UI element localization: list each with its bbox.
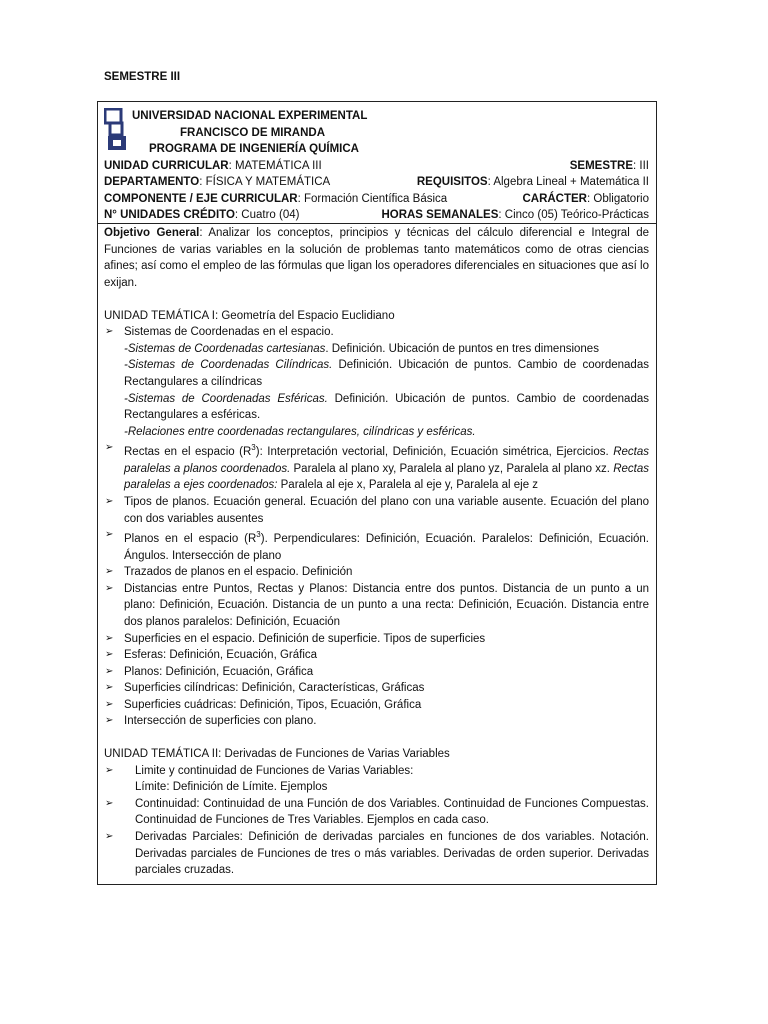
horas-semanales: HORAS SEMANALES: Cinco (05) Teórico-Prácticas [381, 208, 649, 221]
semester-heading: SEMESTRE III [104, 71, 181, 83]
unit1-list [104, 324, 649, 730]
list-item: ➢ Derivadas Parciales: Definición de derivadas parciales en funciones de dos variables. Notación. Derivadas parciales de Funciones de tres o más variables. Derivadas de orden superior. Derivadas parciales cruzadas. [105, 831, 649, 877]
bullet-arrow-icon: ➢ [105, 831, 114, 843]
unit1-title: UNIDAD TEMÁTICA I: Geometría del Espacio Euclidiano [104, 309, 395, 322]
bullet-arrow-icon: ➢ [105, 326, 114, 338]
bullet-arrow-icon: ➢ [105, 764, 114, 776]
requisitos: REQUISITOS: Algebra Lineal + Matemática II [416, 176, 649, 189]
list-item: ➢ Superficies cuádricas: Definición, Tipos, Ecuación, Gráfica [104, 697, 649, 714]
componente: COMPONENTE / EJE CURRICULAR: Formación Científica Básica [104, 192, 448, 205]
semestre: SEMESTRE: III [569, 160, 649, 172]
list-item: ➢ Limite y continuidad de Funciones de Varias Variables: Límite: Definición de Límite. Ejemplos [105, 764, 414, 794]
bullet-arrow-icon: ➢ [105, 529, 114, 541]
list-item: ➢ Sistemas de Coordenadas en el espacio. -Sistemas de Coordenadas cartesianas. Definición. Ubicación de puntos en tres dimensiones -Sistemas de Coordenadas Cilíndricas. Definición. Ubicación de puntos. Cambio de coordenadas Rectangulares a cilíndricas -Sistemas de Coordenadas Esféricas. Definición. Ubicación de puntos. Cambio de coordenadas Rectangulares a esféricas. -Relaciones entre coordenadas rectangulares, cilíndricas y esféricas. [105, 326, 649, 438]
list-item: ➢ Intersección de superficies con plano. [104, 713, 649, 730]
unidades-credito: N° UNIDADES CRÉDITO: Cuatro (04) [104, 208, 300, 221]
course-program-box [97, 101, 657, 885]
institution-header [98, 102, 656, 158]
list-item: ➢ Superficies cilíndricas: Definición, Características, Gráficas [104, 680, 649, 697]
bullet-arrow-icon: ➢ [105, 632, 114, 644]
bullet-arrow-icon: ➢ [105, 715, 114, 727]
list-item: ➢ Distancias entre Puntos, Rectas y Planos: Distancia entre dos puntos. Distancia de un punto a un plano: Definición, Ecuación. Distancia de un punto a una recta: Definición, Ecuación. Distancia entre dos planos paralelos: Definición, Ecuación [105, 582, 649, 628]
list-item: ➢ Tipos de planos. Ecuación general. Ecuación del plano con una variable ausente. Ecuación del plano con dos variables ausentes [105, 495, 649, 525]
list-item: ➢ Superficies en el espacio. Definición de superficie. Tipos de superficies [104, 631, 649, 648]
list-item: ➢ Continuidad: Continuidad de una Función de dos Variables. Continuidad de Funciones Compuestas. Continuidad de Funciones de Tres Variables. Ejemplos en cada caso. [105, 797, 649, 827]
list-item: ➢ Rectas en el espacio $(R^3)$: Interpretación vectorial, Definición, Ecuación simétrica, Ejercicios. Rectas paralelas a planos coordenados. Paralela al plano xy, Paralela al plano yz, Paralela al plano xz. Rectas paralelas a ejes coordenados: Paralela al eje x, Paralela al eje y, Paralela al eje z [105, 442, 649, 492]
unit2-list [104, 763, 649, 879]
list-item: ➢ Planos: Definición, Ecuación, Gráfica [104, 664, 649, 681]
list-item: ➢ Trazados de planos en el espacio. Definición [104, 564, 649, 581]
unit2-title: UNIDAD TEMÁTICA II: Derivadas de Funciones de Varias Variables [104, 748, 450, 761]
list-item: ➢ Esferas: Definición, Ecuación, Gráfica [104, 647, 649, 664]
institution-name: UNIVERSIDAD NACIONAL EXPERIMENTAL [132, 110, 368, 122]
departamento: DEPARTAMENTO: FÍSICA Y MATEMÁTICA [104, 176, 331, 189]
bullet-arrow-icon: ➢ [105, 682, 114, 694]
bullet-arrow-icon: ➢ [105, 797, 114, 809]
list-item: ➢ Planos en el espacio $(R^3)$. Perpendiculares: Definición, Ecuación. Paralelos: Definición, Ecuación. Ángulos. Intersección de plano [105, 529, 649, 562]
bullet-arrow-icon: ➢ [105, 495, 114, 507]
objetivo-general: Objetivo General: Analizar los conceptos, principios y técnicas del cálculo diferencial e Integral de Funciones de varias variables en la solución de problemas tanto matemáticos como de otras ciencias afines; así como el empleo de las fórmulas que ligan los operadores diferenciales en situaciones que así lo exijan. [104, 227, 650, 289]
bullet-arrow-icon: ➢ [105, 649, 114, 661]
institution-city: FRANCISCO DE MIRANDA [180, 126, 326, 139]
university-logo-icon [104, 108, 128, 152]
program-name: PROGRAMA DE INGENIERÍA QUÍMICA [149, 143, 359, 155]
unidad-curricular: UNIDAD CURRICULAR: MATEMÁTICA III [104, 160, 322, 172]
bullet-arrow-icon: ➢ [105, 442, 114, 454]
course-metadata [98, 158, 656, 223]
course-content [98, 224, 656, 879]
bullet-arrow-icon: ➢ [105, 698, 114, 710]
caracter: CARÁCTER: Obligatorio [522, 192, 649, 205]
bullet-arrow-icon: ➢ [105, 566, 114, 578]
bullet-arrow-icon: ➢ [105, 665, 114, 677]
bullet-arrow-icon: ➢ [105, 582, 114, 594]
